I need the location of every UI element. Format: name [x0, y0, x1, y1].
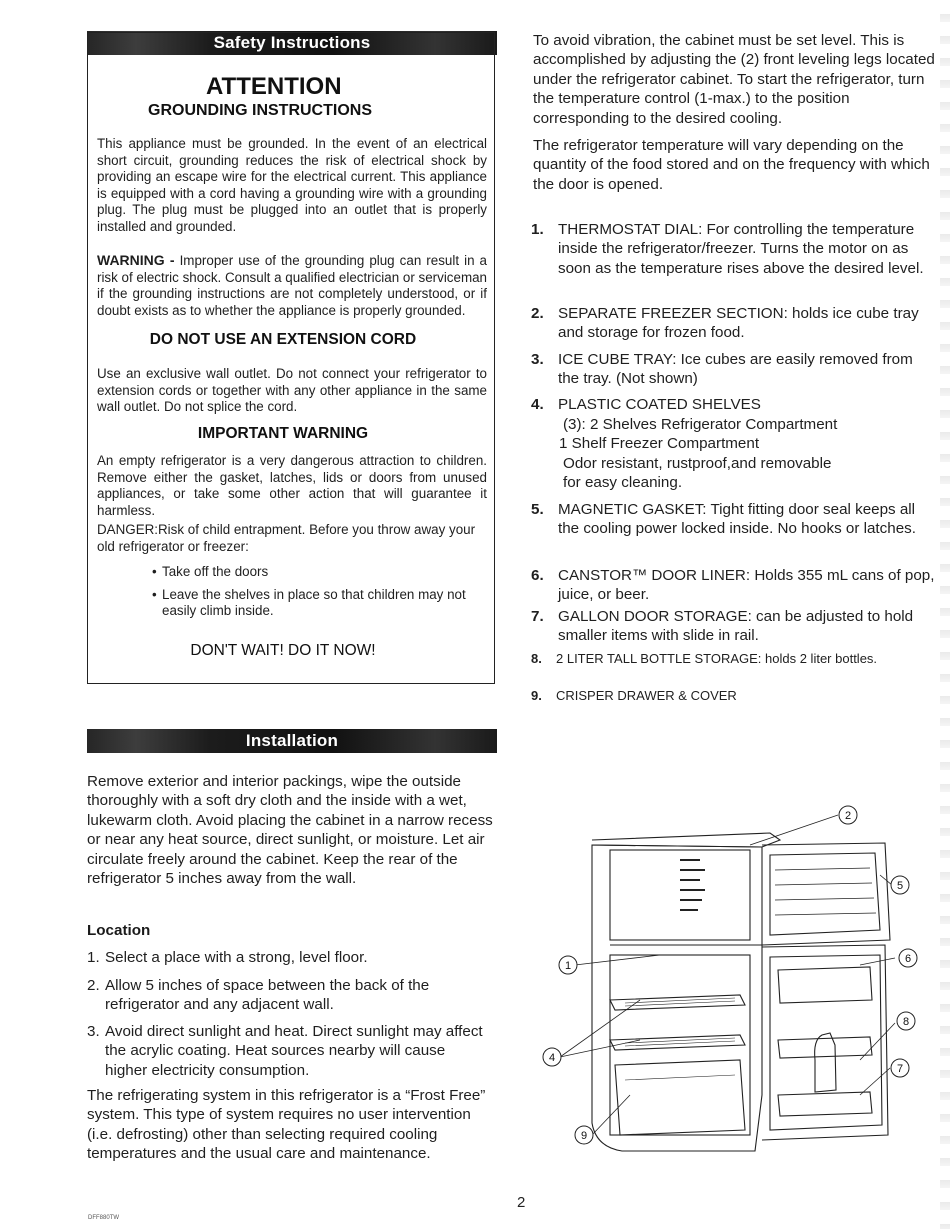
important-warning-text: An empty refrigerator is a very dangerous attraction to children. Remove either the gasket, latches, lids or doors from unused appliances, or take some other action that will guarantee it harmless.	[97, 453, 487, 518]
callout-label: 1	[564, 960, 572, 972]
callout-label: 7	[896, 1063, 904, 1075]
feature-subline: 1 Shelf Freezer Compartment	[559, 435, 760, 453]
bullet-text: Take off the doors	[162, 564, 269, 579]
callout-label: 4	[548, 1052, 556, 1064]
callout-label: 8	[902, 1016, 910, 1028]
feature-number: 3.	[531, 351, 544, 368]
feature-number: 9.	[531, 688, 542, 703]
important-warning-heading: IMPORTANT WARNING	[197, 425, 369, 442]
freezer-compartment	[610, 850, 750, 940]
model-code: DFF880TW	[88, 1215, 120, 1221]
installation-header	[87, 729, 497, 753]
feature-text: THERMOSTAT DIAL: For controlling the temperature inside the refrigerator/freezer. Turns the motor on as soon as the temperature rises above the desired level.	[558, 221, 924, 277]
feature-number: 8.	[531, 651, 542, 666]
frost-free-paragraph: The refrigerating system in this refrigerator is a “Frost Free” system. This type of system requires no user intervention (i.e. defrosting) other than selecting required cooling temperatures and the usual care and maintenance.	[87, 1087, 486, 1163]
grounding-text: This appliance must be grounded. In the event of an electrical short circuit, grounding reduces the risk of electrical shock by providing an escape wire for the electrical current. This appliance is equipped with a cord having a grounding wire with a grounding plug. The plug must be plugged into an outlet that is properly installed and grounded.	[97, 136, 487, 234]
callout-label: 6	[904, 953, 912, 965]
feature-sublines	[559, 415, 923, 493]
safety-instructions-box	[87, 32, 495, 684]
warning-paragraph	[97, 252, 487, 319]
location-item-text: Allow 5 inches of space between the back of the refrigerator and any adjacent wall.	[105, 977, 430, 1014]
crisper-drawer	[615, 1060, 745, 1135]
feature-text: ICE CUBE TRAY: Ice cubes are easily removed from the tray. (Not shown)	[558, 351, 913, 388]
feature-text: PLASTIC COATED SHELVES	[558, 396, 761, 413]
feature-number: 2.	[531, 305, 544, 322]
fridge-door	[762, 945, 888, 1140]
feature-text: CRISPER DRAWER & COVER	[556, 688, 737, 703]
refrigerator-diagram	[530, 795, 930, 1165]
warning-text: Improper use of the grounding plug can result in a risk of electric shock. Consult a qualified electrician or serviceman if the grounding instructions are not completely understood, or if doubt exists as to whether the appliance is properly grounded.	[97, 253, 487, 318]
location-heading: Location	[87, 922, 151, 939]
safety-header-label: Safety Instructions	[213, 33, 371, 52]
dont-wait-callout: DON'T WAIT! DO IT NOW!	[190, 642, 376, 659]
feature-text: MAGNETIC GASKET: Tight fitting door seal keeps all the cooling power locked inside. No hooks or latches.	[558, 501, 916, 538]
freezer-door	[762, 843, 890, 945]
callout-label: 5	[896, 880, 904, 892]
feature-number: 7.	[531, 608, 544, 625]
warning-label: WARNING -	[97, 252, 175, 268]
leveling-paragraph: To avoid vibration, the cabinet must be set level. This is accomplished by adjusting the (2) front leveling legs located under the refrigerator cabinet. To start the refrigerator, turn the temperature control (1-max.) to the position corresponding to the desired cooling.	[533, 32, 935, 127]
feature-number: 5.	[531, 501, 544, 518]
page-number: 2	[517, 1194, 526, 1211]
feature-text: CANSTOR™ DOOR LINER: Holds 355 mL cans of pop, juice, or beer.	[558, 567, 935, 604]
grounding-instructions-heading: GROUNDING INSTRUCTIONS	[148, 102, 372, 119]
extension-cord-heading: DO NOT USE AN EXTENSION CORD	[149, 331, 417, 348]
location-item-text: Avoid direct sunlight and heat. Direct sunlight may affect the acrylic coating. Heat sources nearby will cause higher electricity consumption.	[105, 1023, 483, 1079]
temperature-paragraph: The refrigerator temperature will vary depending on the quantity of the food stored and on the frequency with which the door is opened.	[533, 137, 930, 193]
door-bin	[778, 1037, 872, 1058]
safety-bullet-list	[152, 564, 482, 620]
extension-cord-text: Use an exclusive wall outlet. Do not connect your refrigerator to extension cords or together with any other appliance in the same wall outlet. Do not splice the cord.	[97, 366, 487, 415]
installation-intro: Remove exterior and interior packings, wipe the outside thoroughly with a soft dry cloth and the inside with a wet, lukewarm cloth. Avoid placing the cabinet in a narrow recess or near any heat source, direct sunlight, or moisture. Let air circulate freely around the cabinet. Keep the rear of the refrigerator 5 inches away from the wall.	[87, 773, 493, 888]
page-edge-artifact	[940, 0, 950, 1229]
feature-subline: (3): 2 Shelves Refrigerator Compartment	[563, 416, 838, 433]
bullet-item	[152, 564, 482, 581]
callout-label: 9	[580, 1130, 588, 1142]
bullet-dot: •	[152, 564, 157, 579]
location-item-text: Select a place with a strong, level floor.	[105, 949, 368, 966]
bullet-item	[152, 587, 482, 620]
bullet-text: Leave the shelves in place so that children may not easily climb inside.	[162, 586, 466, 619]
feature-number: 4.	[531, 396, 544, 413]
feature-subline: Odor resistant, rustproof,and removable	[563, 454, 832, 472]
bullet-dot: •	[152, 586, 157, 602]
installation-header-label: Installation	[245, 731, 339, 750]
feature-text: 2 LITER TALL BOTTLE STORAGE: holds 2 liter bottles.	[556, 651, 878, 666]
callout-label: 2	[844, 810, 852, 822]
gallon-jug	[815, 1033, 836, 1092]
attention-heading: ATTENTION	[206, 73, 342, 100]
feature-subline: for easy cleaning.	[563, 474, 683, 492]
cabinet-top	[592, 833, 780, 847]
location-item-number: 1.	[87, 949, 100, 966]
feature-number: 1.	[531, 221, 544, 238]
feature-text: SEPARATE FREEZER SECTION: holds ice cube tray and storage for frozen food.	[558, 305, 919, 342]
feature-number: 6.	[531, 567, 544, 584]
location-item-number: 3.	[87, 1023, 100, 1040]
danger-text: DANGER:Risk of child entrapment. Before you throw away your old refrigerator or freezer:	[97, 522, 476, 554]
door-bin	[778, 967, 872, 1003]
location-item-number: 2.	[87, 977, 100, 994]
door-bin	[778, 1092, 872, 1116]
feature-text: GALLON DOOR STORAGE: can be adjusted to hold smaller items with slide in rail.	[558, 608, 914, 645]
fresh-food-compartment	[610, 955, 750, 1135]
